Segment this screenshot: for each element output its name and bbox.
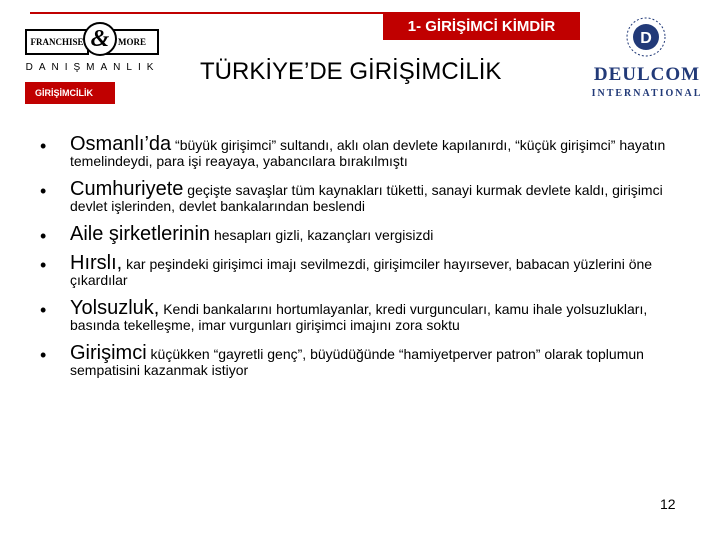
deulcom-sub: INTERNATIONAL xyxy=(591,88,703,99)
bullet-item xyxy=(40,133,700,169)
logo-right-word: MORE xyxy=(105,29,159,55)
bullet-text: Kendi bankalarını hortumlayanlar, kredi vurguncuları, kamu ihale yolsuzlukları, basında tekelleşme, imar vurgunları girişimci imajını zora soktu xyxy=(70,301,648,333)
deulcom-mark: D xyxy=(640,30,652,47)
bullet-text: küçükken “gayretli genç”, büyüdüğünde “hamiyetperver patron” olarak toplumun sempatisini kazanmak istiyor xyxy=(70,346,644,378)
bullet-dot: • xyxy=(40,255,47,275)
logo-subtitle: DANIŞMANLIK xyxy=(25,62,160,73)
bullet-dot: • xyxy=(40,226,47,246)
bullet-item xyxy=(40,178,700,214)
bullet-dot: • xyxy=(40,181,47,201)
bullet-head: Cumhuriyete xyxy=(70,178,184,200)
bullet-item xyxy=(40,223,700,246)
bullet-item xyxy=(40,342,700,378)
bullet-head: Hırslı, xyxy=(70,252,123,274)
bullet-dot: • xyxy=(40,345,47,365)
bullet-text: kar peşindeki girişimci imajı sevilmezdi, girişimciler hayırsever, babacan yüzlerini öne çıkardılar xyxy=(70,256,653,288)
section-label: 1- GİRİŞİMCİ KİMDİR xyxy=(383,12,580,40)
bullet-text: “büyük girişimci” sultandı, aklı olan devlete kapılanırdı, “küçük girişimci” hayatın temelindeydi, para işi reayaya, yabancılara bırakılmıştı xyxy=(70,137,666,169)
bullet-list xyxy=(40,133,700,390)
bullet-head: Yolsuzluk, xyxy=(70,297,160,319)
bullet-item xyxy=(40,252,700,288)
bullet-item xyxy=(40,297,700,333)
bullet-head: Aile şirketlerinin xyxy=(70,223,211,245)
bullet-text: geçişte savaşlar tüm kaynakları tüketti, sanayi kurmak devlete kaldı, girişimci devlet işlerinden, devlet bankalarından beslendi xyxy=(70,182,663,214)
slide-title: TÜRKİYE’DE GİRİŞİMCİLİK xyxy=(200,58,502,85)
bullet-head: Osmanlı’da xyxy=(70,133,172,155)
franchise-more-logo xyxy=(25,22,160,112)
deulcom-logo xyxy=(588,12,706,102)
bullet-text: hesapları gizli, kazançları vergisizdi xyxy=(210,227,434,243)
page-number: 12 xyxy=(660,496,676,512)
deulcom-globe-icon xyxy=(625,16,667,58)
logo-left-word: FRANCHISE xyxy=(25,29,89,55)
bullet-dot: • xyxy=(40,300,47,320)
deulcom-name: DEULCOM xyxy=(593,64,701,85)
bullet-head: Girişimci xyxy=(70,342,147,364)
logo-ampersand: & xyxy=(83,22,117,56)
bullet-dot: • xyxy=(40,136,47,156)
logo-tag: GİRİŞİMCİLİK xyxy=(25,82,115,104)
